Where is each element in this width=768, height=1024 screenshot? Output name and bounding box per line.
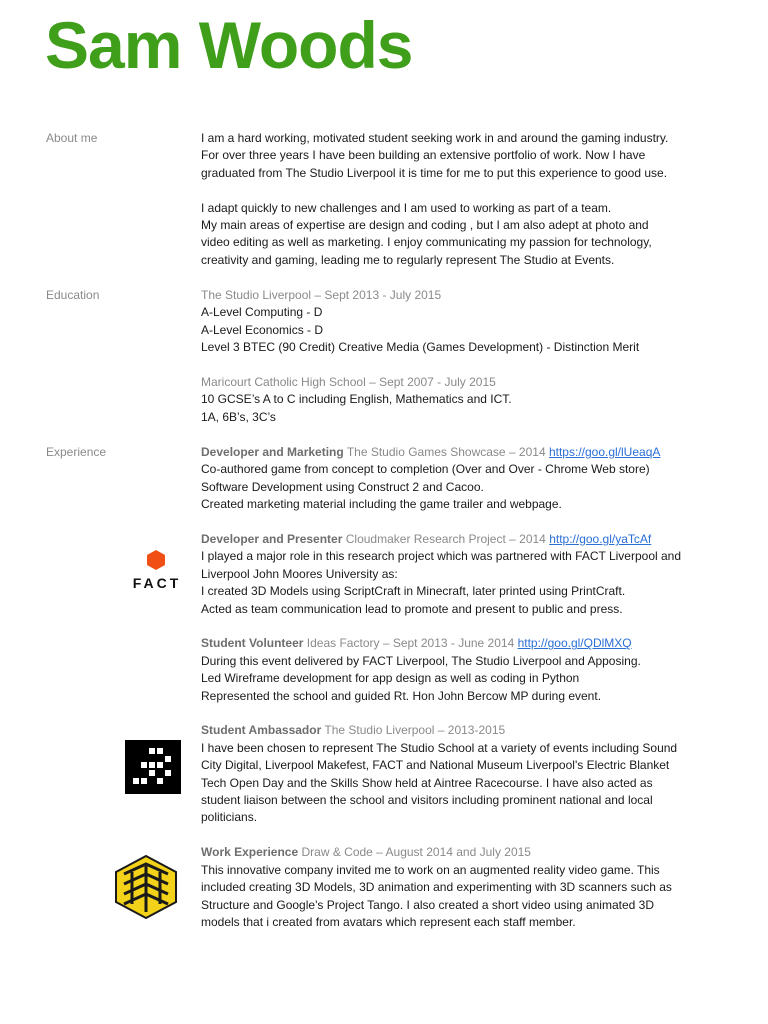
section-label-experience: Experience — [46, 445, 107, 459]
experience-line: models that i created from avatars which represent each staff member. — [201, 914, 576, 929]
resume-name: Sam Woods — [45, 8, 413, 82]
studio-logo — [125, 740, 181, 794]
experience-line: Led Wireframe development for app design as well as coding in Python — [201, 671, 580, 686]
about-line: video editing as well as marketing. I enjoy communicating my passion for technology, — [201, 235, 652, 250]
experience-line: Created marketing material including the game trailer and webpage. — [201, 497, 562, 512]
about-line: My main areas of expertise are design and coding , but I am also adept at photo and — [201, 218, 649, 233]
section-label-education: Education — [46, 288, 100, 302]
experience-header — [201, 531, 741, 548]
experience-role: Student Ambassador — [201, 723, 322, 738]
experience-link[interactable]: http://goo.gl/QDlMXQ — [517, 636, 632, 651]
experience-line: included creating 3D Models, 3D animation and experimenting with 3D scanners such as — [201, 880, 672, 895]
experience-line: During this event delivered by FACT Liverpool, The Studio Liverpool and Apposing. — [201, 653, 641, 668]
section-label-about: About me — [46, 131, 98, 145]
experience-line: I played a major role in this research project which was partnered with FACT Liverpool and — [201, 549, 682, 564]
education-line: A-Level Computing - D — [201, 305, 323, 320]
experience-link[interactable]: http://goo.gl/yaTcAf — [549, 532, 652, 547]
experience-header — [201, 635, 741, 652]
experience-link[interactable]: https://goo.gl/lUeaqA — [548, 445, 661, 459]
about-line: For over three years I have been building an extensive portfolio of work. Now I have — [201, 148, 646, 163]
education-line: 1A, 6B’s, 3C’s — [201, 409, 276, 424]
about-line: I adapt quickly to new challenges and I am used to working as part of a team. — [201, 200, 612, 215]
education-header: The Studio Liverpool – Sept 2013 - July 2015 — [201, 288, 442, 302]
experience-line: Tech Open Day and the Skills Show held at Aintree Racecourse. I have also acted as — [201, 775, 653, 790]
experience-line: I have been chosen to represent The Studio School at a variety of events including Sound — [201, 740, 678, 755]
experience-line: Co-authored game from concept to completion (Over and Over - Chrome Web store) — [201, 462, 650, 477]
experience-line: student liaison between the school and visitors including prominent national and local — [201, 793, 653, 808]
experience-org: Draw & Code – August 2014 and July 2015 — [298, 845, 531, 860]
draw-and-code-logo — [112, 854, 180, 920]
experience-org: Cloudmaker Research Project – 2014 — [342, 532, 550, 547]
experience-line: I created 3D Models using ScriptCraft in Minecraft, later printed using PrintCraft. — [201, 584, 626, 599]
fact-hexagon-icon — [147, 550, 165, 570]
experience-line: City Digital, Liverpool Makefest, FACT and National Museum Liverpool's Electric Blanket — [201, 758, 670, 773]
experience-role: Developer and Marketing — [201, 445, 344, 459]
experience-line: Represented the school and guided Rt. Hon John Bercow MP during event. — [201, 688, 602, 703]
experience-header — [201, 444, 741, 461]
education-header: Maricourt Catholic High School – Sept 2007 - July 2015 — [201, 375, 496, 390]
education-line: A-Level Economics - D — [201, 322, 324, 337]
experience-org: The Studio Liverpool – 2013-2015 — [321, 723, 506, 738]
experience-header — [201, 844, 741, 861]
experience-role: Student Volunteer — [201, 636, 304, 651]
experience-line: Structure and Google's Project Tango. I also created a short video using animated 3D — [201, 897, 654, 912]
education-line: 10 GCSE’s A to C including English, Mathematics and ICT. — [201, 392, 512, 407]
experience-line: Acted as team communication lead to promote and present to public and press. — [201, 601, 623, 616]
fact-logo — [126, 548, 188, 594]
experience-role: Developer and Presenter — [201, 532, 343, 547]
experience-line: politicians. — [201, 810, 258, 825]
about-line: creativity and gaming, leading me to regularly represent The Studio at Events. — [201, 252, 615, 267]
education-line: Level 3 BTEC (90 Credit) Creative Media (Games Development) - Distinction Merit — [201, 340, 640, 355]
experience-org: Ideas Factory – Sept 2013 - June 2014 — [303, 636, 518, 651]
experience-line: Software Development using Construct 2 and Cacoo. — [201, 479, 484, 494]
experience-org: The Studio Games Showcase – 2014 — [343, 445, 549, 459]
experience-line: Liverpool John Moores University as: — [201, 566, 398, 581]
fact-logo-text: FACT — [132, 575, 182, 591]
about-section — [201, 130, 741, 269]
experience-role: Work Experience — [201, 845, 299, 860]
experience-header — [201, 722, 741, 739]
about-line: graduated from The Studio Liverpool it is time for me to put this experience to good use. — [201, 165, 668, 180]
experience-line: This innovative company invited me to work on an augmented reality video game. This — [201, 862, 660, 877]
about-line: I am a hard working, motivated student seeking work in and around the gaming industry. — [201, 131, 669, 145]
experience-section — [201, 444, 741, 931]
education-section — [201, 287, 741, 426]
